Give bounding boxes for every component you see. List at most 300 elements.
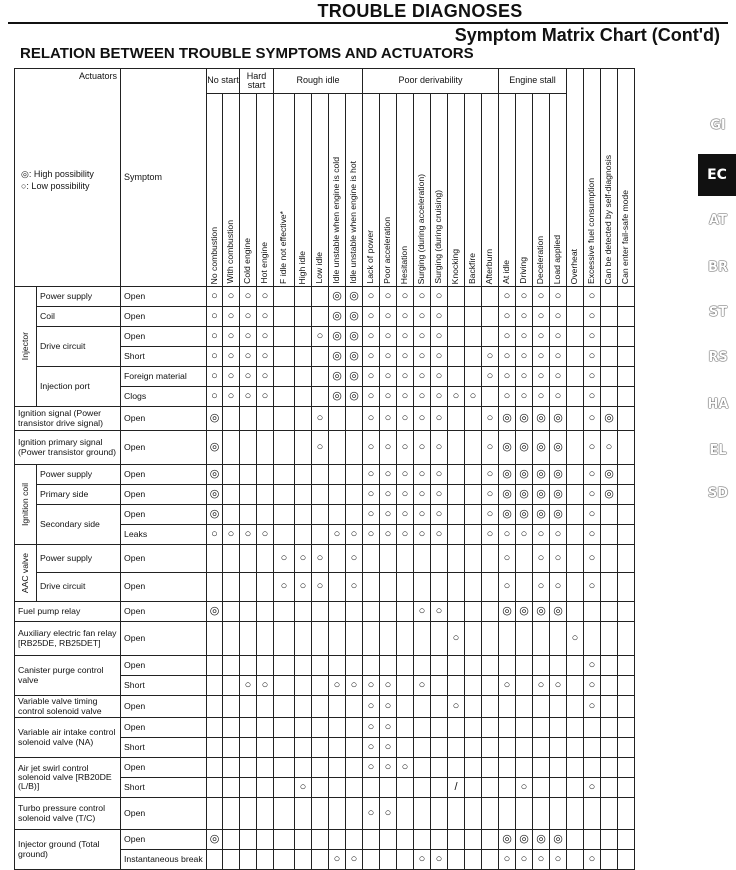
matrix-cell	[499, 778, 516, 798]
low-possibility-mark: ○	[397, 485, 414, 505]
table-row	[15, 407, 635, 431]
low-possibility-mark: ○	[550, 573, 567, 602]
low-possibility-mark: ○	[414, 327, 431, 347]
matrix-cell	[448, 656, 465, 676]
low-possibility-mark: ○	[516, 387, 533, 407]
table-row	[15, 718, 635, 738]
matrix-cell	[550, 656, 567, 676]
low-possibility-mark: ○	[414, 407, 431, 431]
high-possibility-mark: ◎	[346, 387, 363, 407]
low-possibility-mark: ○	[584, 347, 601, 367]
matrix-cell	[312, 850, 329, 870]
low-possibility-mark: ○	[431, 602, 448, 622]
symptom-header-cell: Symptom	[121, 69, 207, 287]
high-possibility-mark: ◎	[499, 602, 516, 622]
matrix-cell	[397, 830, 414, 850]
table-row	[15, 505, 635, 525]
low-possibility-mark: ○	[550, 545, 567, 573]
matrix-cell	[601, 738, 618, 758]
low-possibility-mark: ○	[499, 573, 516, 602]
matrix-cell	[601, 798, 618, 830]
actuator-cell: Canister purge control valve	[15, 656, 121, 696]
matrix-cell	[240, 798, 257, 830]
matrix-cell	[240, 718, 257, 738]
table-row	[15, 287, 635, 307]
matrix-cell	[482, 307, 499, 327]
table-row	[15, 798, 635, 830]
group-header-0: No start	[207, 69, 240, 94]
matrix-cell	[414, 622, 431, 656]
low-possibility-mark: ○	[240, 287, 257, 307]
matrix-cell	[618, 718, 635, 738]
matrix-cell	[329, 738, 346, 758]
matrix-cell	[482, 656, 499, 676]
matrix-cell	[567, 465, 584, 485]
low-possibility-mark: ○	[380, 307, 397, 327]
matrix-cell	[618, 431, 635, 465]
side-tab-at[interactable]: AT	[709, 213, 727, 228]
low-possibility-mark: ○	[584, 465, 601, 485]
group-header-1: Hard start	[240, 69, 274, 94]
matrix-cell	[516, 573, 533, 602]
low-possibility-mark: ○	[601, 431, 618, 465]
matrix-cell	[380, 573, 397, 602]
low-possibility-mark: ○	[584, 387, 601, 407]
matrix-cell	[397, 798, 414, 830]
matrix-cell	[257, 431, 274, 465]
low-possibility-mark: ○	[363, 465, 380, 485]
low-possibility-mark: ○	[516, 778, 533, 798]
low-possibility-mark: ○	[363, 347, 380, 367]
table-row	[15, 431, 635, 465]
high-possibility-mark: ◎	[329, 387, 346, 407]
low-possibility-mark: ○	[363, 758, 380, 778]
matrix-cell	[223, 738, 240, 758]
matrix-cell	[414, 573, 431, 602]
side-tab-ec[interactable]: EC	[698, 154, 736, 196]
low-possibility-mark: ○	[380, 287, 397, 307]
symptom-cell: Open	[121, 718, 207, 738]
high-possibility-mark: ◎	[499, 407, 516, 431]
low-possibility-mark: ○	[363, 696, 380, 718]
symptom-cell: Open	[121, 696, 207, 718]
column-header-cell	[295, 94, 312, 287]
low-possibility-mark: ○	[380, 485, 397, 505]
column-header: Poor acceleration	[382, 217, 393, 284]
matrix-cell	[329, 465, 346, 485]
table-row	[15, 485, 635, 505]
matrix-cell	[223, 830, 240, 850]
high-possibility-mark: ◎	[550, 465, 567, 485]
low-possibility-mark: ○	[414, 367, 431, 387]
side-tab-el[interactable]: EL	[709, 443, 727, 458]
side-tab-rs[interactable]: RS	[708, 350, 728, 365]
matrix-cell	[240, 656, 257, 676]
matrix-cell	[329, 718, 346, 738]
side-tab-gi[interactable]: GI	[710, 118, 726, 133]
matrix-cell	[329, 505, 346, 525]
column-header-cell	[397, 94, 414, 287]
low-possibility-mark: ○	[223, 525, 240, 545]
symptom-cell: Open	[121, 656, 207, 676]
low-possibility-mark: ○	[363, 485, 380, 505]
low-possibility-mark: ○	[257, 525, 274, 545]
table-row	[15, 545, 635, 573]
column-header-cell	[499, 94, 516, 287]
matrix-cell	[380, 778, 397, 798]
matrix-cell	[448, 367, 465, 387]
matrix-cell	[431, 758, 448, 778]
matrix-cell	[618, 287, 635, 307]
column-header: Can be detected by self-diagnosis	[603, 154, 614, 284]
matrix-cell	[465, 465, 482, 485]
low-possibility-mark: ○	[257, 327, 274, 347]
low-possibility-mark: ○	[533, 525, 550, 545]
matrix-cell	[567, 778, 584, 798]
matrix-cell	[448, 676, 465, 696]
matrix-cell	[584, 758, 601, 778]
actuator-cell: Ignition signal (Power transistor drive signal)	[15, 407, 121, 431]
matrix-cell	[516, 676, 533, 696]
high-possibility-mark: ◎	[207, 407, 223, 431]
low-possibility-mark: ○	[223, 387, 240, 407]
matrix-cell	[312, 287, 329, 307]
actuator-cell: Auxiliary electric fan relay [RB25DE, RB25DET]	[15, 622, 121, 656]
matrix-cell	[584, 830, 601, 850]
high-possibility-mark: ◎	[329, 327, 346, 347]
matrix-cell	[618, 505, 635, 525]
matrix-cell	[414, 738, 431, 758]
high-possibility-mark: ◎	[533, 505, 550, 525]
high-possibility-mark: ◎	[329, 347, 346, 367]
group-header-blank	[584, 69, 601, 287]
low-possibility-mark: ○	[312, 545, 329, 573]
matrix-cell	[295, 718, 312, 738]
matrix-cell	[499, 738, 516, 758]
matrix-cell	[550, 696, 567, 718]
low-possibility-mark: ○	[274, 573, 295, 602]
low-possibility-mark: ○	[431, 287, 448, 307]
matrix-cell	[274, 622, 295, 656]
low-possibility-mark: ○	[414, 465, 431, 485]
matrix-cell	[516, 758, 533, 778]
column-header: Backfire	[467, 252, 478, 284]
column-header-cell	[223, 94, 240, 287]
low-possibility-mark: ○	[240, 367, 257, 387]
matrix-cell	[567, 367, 584, 387]
low-possibility-mark: ○	[482, 485, 499, 505]
matrix-cell	[207, 758, 223, 778]
side-tab-st[interactable]: ST	[708, 305, 728, 320]
symptom-cell: Foreign material	[121, 367, 207, 387]
table-row	[15, 656, 635, 676]
column-header: Lack of power	[365, 230, 376, 284]
symptom-cell: Open	[121, 327, 207, 347]
matrix-cell	[329, 656, 346, 676]
matrix-cell	[465, 830, 482, 850]
matrix-cell	[295, 307, 312, 327]
low-possibility-mark: ○	[550, 367, 567, 387]
matrix-cell	[448, 850, 465, 870]
matrix-cell	[601, 347, 618, 367]
matrix-cell	[223, 505, 240, 525]
matrix-cell	[465, 798, 482, 830]
matrix-cell	[397, 676, 414, 696]
actuator-cell: Drive circuit	[37, 573, 121, 602]
symptom-cell: Open	[121, 505, 207, 525]
table-row	[15, 307, 635, 327]
matrix-cell	[618, 407, 635, 431]
matrix-cell	[482, 798, 499, 830]
low-possibility-mark: ○	[431, 485, 448, 505]
matrix-cell	[380, 850, 397, 870]
low-possibility-mark: ○	[584, 431, 601, 465]
low-possibility-mark: ○	[482, 505, 499, 525]
matrix-cell	[465, 850, 482, 870]
high-possibility-mark: ◎	[346, 307, 363, 327]
matrix-cell	[346, 622, 363, 656]
side-tab-ha[interactable]: HA	[707, 397, 729, 412]
matrix-cell	[223, 850, 240, 870]
matrix-cell	[567, 850, 584, 870]
matrix-cell	[223, 573, 240, 602]
low-possibility-mark: ○	[584, 327, 601, 347]
page-title: TROUBLE DIAGNOSES	[317, 1, 523, 21]
column-header-cell	[465, 94, 482, 287]
high-possibility-mark: ◎	[499, 465, 516, 485]
matrix-cell	[448, 347, 465, 367]
low-possibility-mark: ○	[240, 387, 257, 407]
matrix-cell	[274, 347, 295, 367]
low-possibility-mark: ○	[380, 758, 397, 778]
matrix-cell	[431, 738, 448, 758]
low-possibility-mark: ○	[584, 676, 601, 696]
matrix-cell	[274, 676, 295, 696]
low-possibility-mark: ○	[380, 738, 397, 758]
low-possibility-mark: ○	[363, 387, 380, 407]
low-possibility-mark: ○	[380, 347, 397, 367]
matrix-cell	[257, 850, 274, 870]
matrix-cell	[312, 778, 329, 798]
matrix-cell	[363, 545, 380, 573]
matrix-cell	[465, 758, 482, 778]
matrix-cell	[431, 676, 448, 696]
matrix-cell	[516, 622, 533, 656]
high-possibility-mark: ◎	[499, 485, 516, 505]
matrix-cell	[448, 602, 465, 622]
matrix-cell	[346, 696, 363, 718]
low-possibility-mark: ○	[516, 307, 533, 327]
actuator-cell: Power supply	[37, 287, 121, 307]
column-header: Can enter fail-safe mode	[620, 189, 631, 284]
high-possibility-mark: ◎	[207, 465, 223, 485]
low-possibility-mark: ○	[499, 287, 516, 307]
column-header-cell	[329, 94, 346, 287]
matrix-cell	[295, 602, 312, 622]
matrix-cell	[346, 798, 363, 830]
matrix-cell	[274, 327, 295, 347]
low-possibility-mark: ○	[516, 525, 533, 545]
matrix-cell	[312, 525, 329, 545]
matrix-cell	[448, 485, 465, 505]
matrix-cell	[465, 505, 482, 525]
symptom-cell: Leaks	[121, 525, 207, 545]
matrix-cell	[448, 505, 465, 525]
matrix-cell	[567, 327, 584, 347]
matrix-cell	[223, 431, 240, 465]
low-possibility-mark: ○	[380, 696, 397, 718]
group-label-text: Injector	[19, 332, 30, 361]
column-header: Overheat	[569, 248, 580, 284]
matrix-cell	[465, 347, 482, 367]
high-possibility-mark: ◎	[533, 830, 550, 850]
matrix-cell	[448, 307, 465, 327]
high-possibility-mark: ◎	[550, 602, 567, 622]
matrix-cell	[601, 656, 618, 676]
matrix-cell	[240, 465, 257, 485]
low-possibility-mark: ○	[431, 850, 448, 870]
matrix-cell	[274, 505, 295, 525]
low-possibility-mark: ○	[499, 327, 516, 347]
high-possibility-mark: ◎	[329, 287, 346, 307]
low-possibility-mark: ○	[414, 387, 431, 407]
low-possibility-mark: ○	[207, 347, 223, 367]
matrix-cell	[223, 676, 240, 696]
low-possibility-mark: ○	[397, 431, 414, 465]
matrix-cell	[223, 602, 240, 622]
column-header-cell	[207, 94, 223, 287]
matrix-cell	[499, 718, 516, 738]
matrix-cell	[482, 830, 499, 850]
actuator-cell: Variable air intake control solenoid valve (NA)	[15, 718, 121, 758]
matrix-cell	[312, 738, 329, 758]
matrix-cell	[567, 505, 584, 525]
matrix-cell	[567, 602, 584, 622]
symptom-cell: Open	[121, 830, 207, 850]
high-possibility-mark: ◎	[516, 431, 533, 465]
matrix-cell	[329, 602, 346, 622]
low-possibility-mark: ○	[499, 850, 516, 870]
matrix-cell	[240, 485, 257, 505]
side-tab-sd[interactable]: SD	[707, 486, 729, 501]
matrix-cell	[223, 622, 240, 656]
low-possibility-mark: ○	[295, 545, 312, 573]
low-possibility-mark: ○	[240, 676, 257, 696]
matrix-cell	[482, 850, 499, 870]
matrix-cell	[465, 602, 482, 622]
matrix-cell	[550, 718, 567, 738]
header-group-row	[15, 69, 635, 94]
matrix-cell	[584, 622, 601, 656]
low-possibility-mark: ○	[312, 327, 329, 347]
high-possibility-mark: ◎	[550, 505, 567, 525]
matrix-cell	[312, 465, 329, 485]
matrix-cell	[618, 327, 635, 347]
matrix-cell	[274, 758, 295, 778]
table-row	[15, 327, 635, 347]
low-possibility-mark: ○	[448, 622, 465, 656]
low-possibility-mark: ○	[329, 850, 346, 870]
low-possibility-mark: ○	[414, 525, 431, 545]
column-header: F idle not effective*	[278, 211, 289, 284]
matrix-cell	[618, 573, 635, 602]
matrix-cell	[223, 656, 240, 676]
matrix-cell	[257, 696, 274, 718]
matrix-cell	[601, 545, 618, 573]
matrix-cell	[397, 696, 414, 718]
matrix-cell	[448, 327, 465, 347]
symptom-cell: Open	[121, 307, 207, 327]
matrix-cell	[499, 696, 516, 718]
matrix-cell	[240, 602, 257, 622]
low-possibility-mark: ○	[550, 525, 567, 545]
low-possibility-mark: ○	[584, 287, 601, 307]
group-label-ignition-coil	[15, 465, 37, 545]
high-possibility-mark: ◎	[516, 407, 533, 431]
matrix-cell	[618, 778, 635, 798]
matrix-cell	[274, 367, 295, 387]
matrix-cell	[601, 327, 618, 347]
matrix-cell	[465, 287, 482, 307]
matrix-cell	[346, 738, 363, 758]
matrix-cell	[601, 778, 618, 798]
high-possibility-mark: ◎	[207, 505, 223, 525]
matrix-cell	[223, 485, 240, 505]
matrix-cell	[329, 696, 346, 718]
high-possibility-mark: ◎	[516, 505, 533, 525]
matrix-cell	[465, 367, 482, 387]
matrix-cell	[618, 798, 635, 830]
side-tab-br[interactable]: BR	[708, 260, 728, 275]
matrix-cell	[312, 798, 329, 830]
low-possibility-mark: ○	[516, 347, 533, 367]
matrix-cell	[601, 287, 618, 307]
high-possibility-mark: ◎	[329, 307, 346, 327]
matrix-cell	[223, 798, 240, 830]
low-possibility-mark: ○	[567, 622, 584, 656]
matrix-cell	[274, 656, 295, 676]
low-possibility-mark: ○	[380, 676, 397, 696]
matrix-cell	[274, 602, 295, 622]
matrix-cell	[533, 738, 550, 758]
matrix-cell	[516, 798, 533, 830]
low-possibility-mark: ○	[431, 431, 448, 465]
matrix-cell	[257, 738, 274, 758]
matrix-cell	[240, 830, 257, 850]
matrix-cell	[240, 758, 257, 778]
matrix-cell	[601, 830, 618, 850]
column-header: Hot engine	[259, 242, 270, 284]
matrix-cell	[533, 798, 550, 830]
matrix-cell	[618, 850, 635, 870]
matrix-cell	[533, 696, 550, 718]
low-possibility-mark: ○	[584, 545, 601, 573]
matrix-cell	[584, 718, 601, 738]
column-header-cell	[363, 94, 380, 287]
matrix-cell	[618, 758, 635, 778]
actuators-header-cell	[15, 69, 121, 287]
matrix-cell	[295, 287, 312, 307]
matrix-cell	[346, 778, 363, 798]
matrix-cell	[567, 696, 584, 718]
matrix-cell	[618, 367, 635, 387]
matrix-cell	[414, 798, 431, 830]
matrix-cell	[207, 738, 223, 758]
low-possibility-mark: ○	[482, 431, 499, 465]
matrix-cell	[601, 573, 618, 602]
low-possibility-mark: ○	[363, 738, 380, 758]
matrix-cell	[618, 485, 635, 505]
